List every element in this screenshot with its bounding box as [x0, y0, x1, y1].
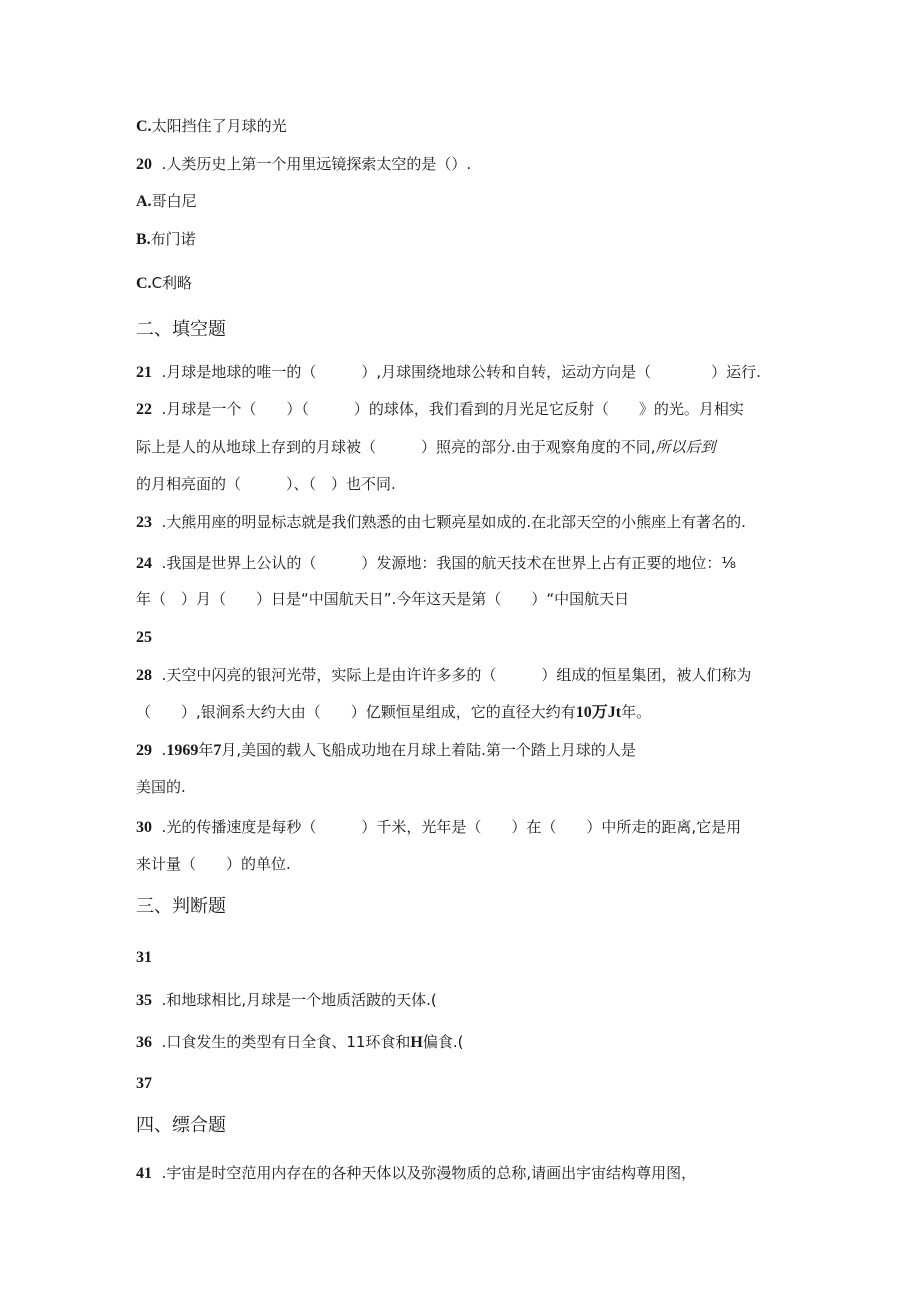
- question-text: .: [161, 741, 167, 759]
- question-number: 36: [136, 1034, 152, 1051]
- q35: [136, 989, 437, 1012]
- q20-option-a: [136, 190, 197, 213]
- question-number: 22: [136, 401, 152, 418]
- section-heading-true-false: 三、判断题: [136, 896, 226, 917]
- question-text: .宇宙是时空范用内存在的各种天体以及弥漫物质的总称,请画出宇宙结构尊用图，: [161, 1164, 697, 1182]
- question-text: .月球是地球的唯一的（ ）,月球围绕地球公转和自转，运动方向是（ ）运行.: [161, 363, 761, 381]
- question-number: 20: [136, 156, 152, 173]
- q37: [136, 1072, 152, 1095]
- q22-line-1: [136, 398, 744, 421]
- q22-line-3: [136, 473, 396, 495]
- option-letter: B.: [136, 231, 151, 248]
- q20-stem: [136, 153, 471, 176]
- option-letter: C.: [136, 275, 152, 292]
- question-text: .人类历史上第一个用里远镜探索太空的是（）.: [161, 155, 472, 173]
- question-text: 年: [198, 741, 214, 759]
- q21: [136, 361, 761, 384]
- question-number: 23: [136, 514, 152, 531]
- q30-line-2: [136, 853, 291, 875]
- q23: [136, 511, 746, 534]
- q31: [136, 946, 152, 969]
- question-text: 年。: [621, 703, 652, 721]
- question-text: 的月相亮面的（ ）、（ ）也不同.: [136, 475, 396, 493]
- question-text-bold: 10万Jt: [575, 704, 622, 721]
- question-number: 37: [136, 1075, 152, 1092]
- question-text: .天空中闪亮的银河光带，实际上是由许许多多的（ ）组成的恒星集团，被人们称为: [161, 666, 752, 684]
- question-text: 来计量（ ）的单位.: [136, 855, 291, 873]
- q20-option-b: [136, 228, 196, 251]
- question-text-bold: H: [410, 1034, 423, 1051]
- q29-line-2: [136, 776, 186, 798]
- q25: [136, 626, 152, 649]
- question-text: （ ）,银涧系大约大由（ ）亿颗恒星组成，它的直径大约有: [136, 703, 576, 721]
- question-text: 偏食.(: [422, 1033, 464, 1051]
- question-text: .和地球相比,月球是一个地质活跛的天体.(: [161, 991, 437, 1009]
- option-text: 太阳挡住了月球的光: [151, 117, 287, 135]
- question-number: 41: [136, 1165, 152, 1182]
- option-text: 布门诺: [150, 230, 196, 248]
- q24-line-2: [136, 588, 629, 610]
- q22-line-2: [136, 436, 716, 458]
- q41: [136, 1162, 696, 1185]
- question-number: 28: [136, 667, 152, 684]
- question-number: 31: [136, 949, 152, 966]
- question-number: 24: [136, 555, 152, 572]
- question-number: 21: [136, 364, 152, 381]
- question-text: .月球是一个（ ）（ ）的球体，我们看到的月光足它反射（ 》的光。月相实: [161, 400, 744, 418]
- q29-line-1: [136, 739, 636, 762]
- question-text: 际上是人的从地球上存到的月球被（ ）照亮的部分.由于观察角度的不同,: [136, 438, 656, 456]
- option-text: 哥白尼: [151, 192, 197, 210]
- question-number: 30: [136, 819, 152, 836]
- q20-option-c: [136, 272, 192, 295]
- q30-line-1: [136, 816, 741, 839]
- question-text: .口食发生的类型有日全食、11环食和: [161, 1033, 411, 1051]
- question-text: .我国是世界上公认的（ ）发源地：我国的航天技术在世界上占有正要的地位：⅛: [161, 554, 736, 572]
- q28-line-2: [136, 701, 651, 724]
- question-number: 29: [136, 742, 152, 759]
- question-month: 7: [213, 742, 222, 759]
- question-number: 35: [136, 992, 152, 1009]
- section-heading-fill-in: 二、填空题: [136, 319, 226, 340]
- question-text-italic: 所以后到: [655, 438, 716, 456]
- q36: [136, 1031, 463, 1054]
- question-text: .大熊用座的明显标志就是我们熟悉的由七颗亮星如成的.在北部天空的小熊座上有著名的.: [161, 513, 746, 531]
- question-text: 美国的.: [136, 778, 186, 796]
- option-letter: C.: [136, 118, 152, 135]
- q24-line-1: [136, 552, 736, 575]
- option-text: C利略: [151, 274, 193, 292]
- question-text: 月,美国的载人飞船成功地在月球上着陆.第一个踏上月球的人是: [221, 741, 636, 759]
- section-heading-comprehensive: 四、缥合题: [136, 1115, 226, 1136]
- question-number: 25: [136, 629, 152, 646]
- option-letter: A.: [136, 193, 152, 210]
- question-text: 年（ ）月（ ）日是“中国航天日”.今年这天是第（ ）“中国航天日: [136, 590, 630, 608]
- question-year: 1969: [166, 742, 199, 759]
- question-text: .光的传播速度是每秒（ ）千米，光年是（ ）在（ ）中所走的距离,它是用: [161, 818, 742, 836]
- q19-option-c: [136, 115, 287, 138]
- q28-line-1: [136, 664, 751, 687]
